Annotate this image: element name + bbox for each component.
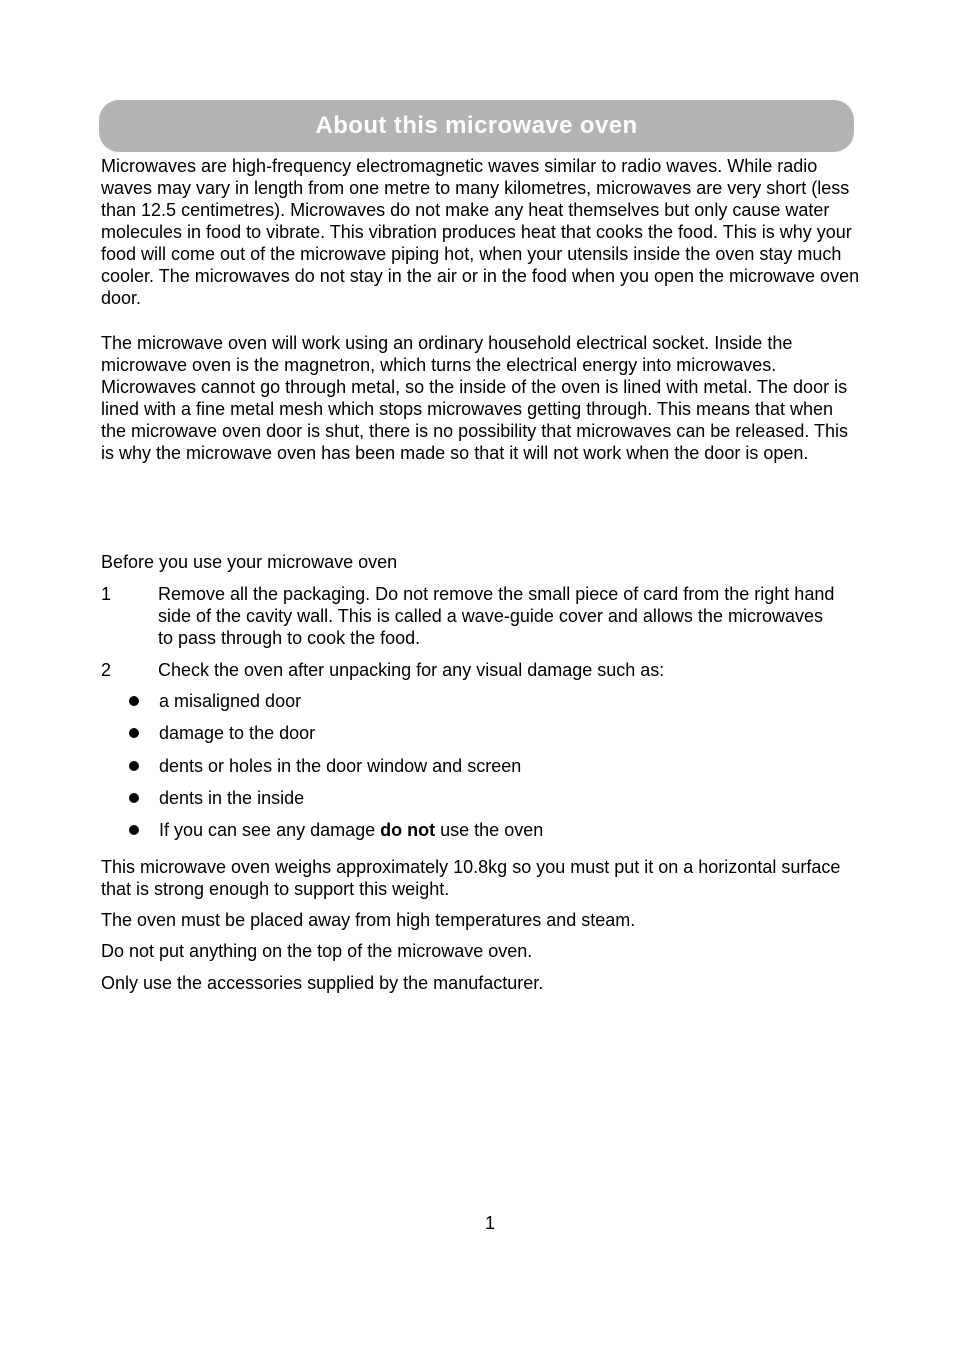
step-text: Check the oven after unpacking for any visual damage such as: — [158, 660, 665, 680]
bullet-dot-icon — [129, 793, 139, 803]
warning-text-end: use the oven — [435, 820, 544, 840]
numbered-step — [101, 659, 841, 681]
bullet-item — [128, 722, 828, 744]
bullet-dot-icon — [129, 728, 139, 738]
note-top: Do not put anything on the top of the microwave oven. — [101, 941, 533, 961]
bullet-text: dents in the inside — [159, 788, 305, 808]
step-number: 1 — [101, 584, 112, 604]
bullet-dot-icon — [129, 825, 139, 835]
warning-emphasis: do not — [380, 820, 436, 840]
bullet-text: dents or holes in the door window and screen — [159, 756, 522, 776]
bullet-item — [128, 690, 828, 712]
note-placement: The oven must be placed away from high temperatures and steam. — [101, 910, 636, 930]
bullet-item — [128, 755, 828, 777]
note-accessories: Only use the accessories supplied by the manufacturer. — [101, 973, 544, 993]
section-header-bar — [99, 100, 854, 152]
bullet-dot-icon — [129, 761, 139, 771]
page-title: About this microwave oven — [315, 112, 638, 139]
step-text: Remove all the packaging. Do not remove the small piece of card from the right hand side of the cavity wall. This is called a wave-guide cover and allows the microwaves to pass through to cook the food. — [158, 584, 835, 648]
intro-paragraph-2: The microwave oven will work using an ordinary household electrical socket. Inside the microwave oven is the magnetron, which turns the electrical energy into microwaves. Microwaves cannot go through metal, so the inside of the oven is lined with metal. The door is lined with a fine metal mesh which stops microwaves getting through. This means that when the microwave oven door is shut, there is no possibility that microwaves can be released. This is why the microwave oven has been made so that it will not work when the door is open. — [101, 333, 849, 463]
warning-text-start: If you can see any damage — [159, 820, 381, 840]
page-number: 1 — [484, 1213, 495, 1233]
step-number: 2 — [101, 660, 112, 680]
bullet-text: damage to the door — [159, 723, 316, 743]
note-weight: This microwave oven weighs approximately 10.8kg so you must put it on a horizontal surface that is strong enough to support this weight. — [101, 857, 841, 899]
bullet-item — [128, 787, 828, 809]
numbered-step — [101, 583, 841, 649]
intro-paragraph-1: Microwaves are high-frequency electromagnetic waves similar to radio waves. While radio waves may vary in length from one metre to many kilometres, microwaves are very short (less than 12.5 centimetres). Microwaves do not make any heat themselves but only cause water molecules in food to vibrate. This vibration produces heat that cooks the food. This is why your food will come out of the microwave piping hot, when your utensils inside the oven stay much cooler. The microwaves do not stay in the air or in the food when you open the microwave oven door. — [101, 156, 860, 308]
bullet-item — [128, 819, 828, 841]
bullet-dot-icon — [129, 696, 139, 706]
bullet-text — [159, 819, 828, 841]
section-heading: Before you use your microwave oven — [101, 552, 398, 572]
bullet-text: a misaligned door — [159, 691, 302, 711]
